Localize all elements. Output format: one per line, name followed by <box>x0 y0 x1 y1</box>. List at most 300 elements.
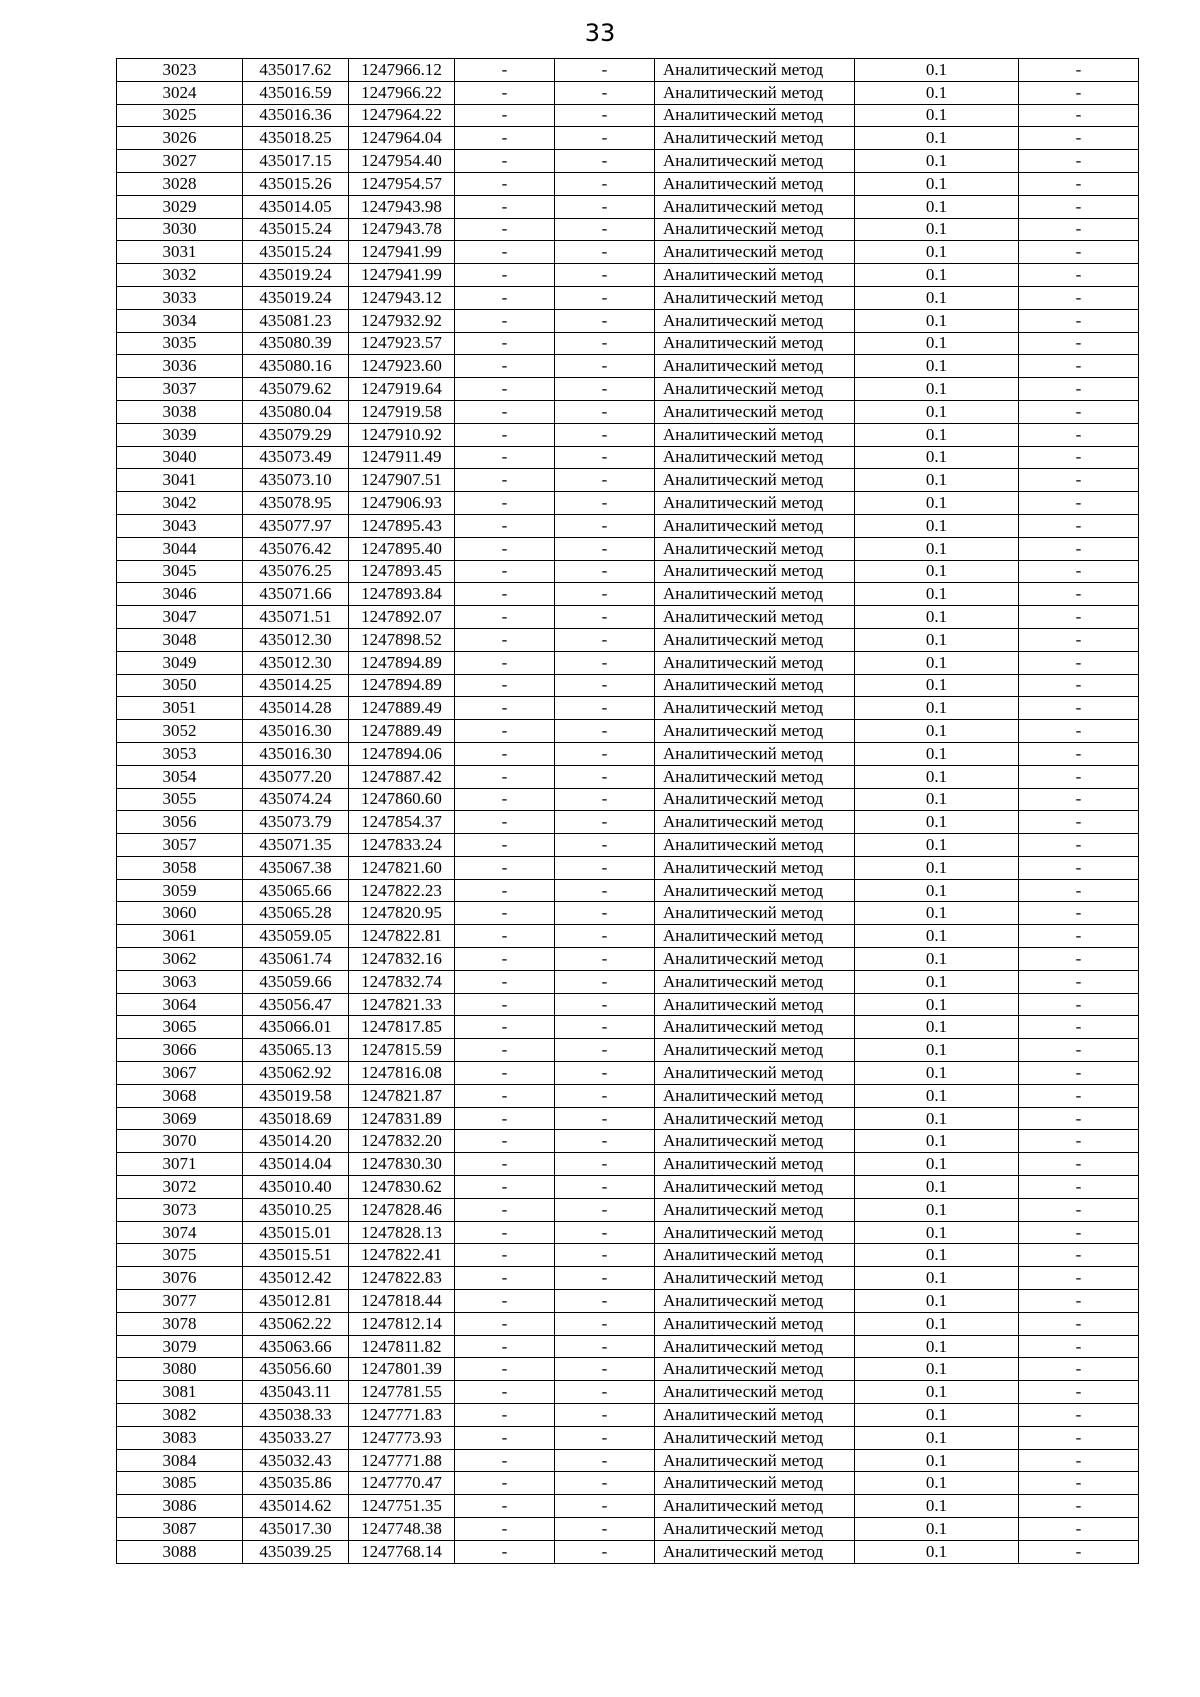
x-coordinate-cell: 435066.01 <box>243 1016 349 1039</box>
y-coordinate-cell: 1247818.44 <box>349 1290 455 1313</box>
table-row <box>117 1267 1139 1290</box>
x-coordinate-cell: 435039.25 <box>243 1540 349 1563</box>
x-coordinate-cell: 435015.26 <box>243 172 349 195</box>
y-coordinate-cell: 1247781.55 <box>349 1381 455 1404</box>
point-number-cell: 3025 <box>117 104 243 127</box>
coordinates-table <box>116 58 1139 1564</box>
point-number-cell: 3030 <box>117 218 243 241</box>
empty-field-cell: - <box>455 514 555 537</box>
empty-field-cell: - <box>455 195 555 218</box>
empty-field-cell: - <box>555 332 655 355</box>
x-coordinate-cell: 435012.30 <box>243 628 349 651</box>
empty-field-cell: - <box>555 1335 655 1358</box>
y-coordinate-cell: 1247832.16 <box>349 948 455 971</box>
empty-field-cell: - <box>455 400 555 423</box>
empty-field-cell: - <box>1019 925 1139 948</box>
table-row <box>117 423 1139 446</box>
x-coordinate-cell: 435014.62 <box>243 1495 349 1518</box>
point-number-cell: 3040 <box>117 446 243 469</box>
empty-field-cell: - <box>555 104 655 127</box>
table-row <box>117 1244 1139 1267</box>
empty-field-cell: - <box>455 127 555 150</box>
empty-field-cell: - <box>455 1495 555 1518</box>
y-coordinate-cell: 1247894.06 <box>349 742 455 765</box>
empty-field-cell: - <box>455 1198 555 1221</box>
x-coordinate-cell: 435065.66 <box>243 879 349 902</box>
table-row <box>117 834 1139 857</box>
x-coordinate-cell: 435038.33 <box>243 1404 349 1427</box>
empty-field-cell: - <box>555 1267 655 1290</box>
x-coordinate-cell: 435059.66 <box>243 970 349 993</box>
error-value-cell: 0.1 <box>855 378 1019 401</box>
empty-field-cell: - <box>1019 1404 1139 1427</box>
x-coordinate-cell: 435076.42 <box>243 537 349 560</box>
table-row <box>117 150 1139 173</box>
method-cell: Аналитический метод <box>655 378 855 401</box>
x-coordinate-cell: 435016.59 <box>243 81 349 104</box>
empty-field-cell: - <box>455 560 555 583</box>
empty-field-cell: - <box>455 104 555 127</box>
empty-field-cell: - <box>1019 286 1139 309</box>
error-value-cell: 0.1 <box>855 1153 1019 1176</box>
x-coordinate-cell: 435010.40 <box>243 1176 349 1199</box>
y-coordinate-cell: 1247941.99 <box>349 241 455 264</box>
point-number-cell: 3088 <box>117 1540 243 1563</box>
empty-field-cell: - <box>1019 1267 1139 1290</box>
empty-field-cell: - <box>555 514 655 537</box>
empty-field-cell: - <box>1019 902 1139 925</box>
point-number-cell: 3039 <box>117 423 243 446</box>
error-value-cell: 0.1 <box>855 1290 1019 1313</box>
x-coordinate-cell: 435014.05 <box>243 195 349 218</box>
empty-field-cell: - <box>455 606 555 629</box>
error-value-cell: 0.1 <box>855 1404 1019 1427</box>
empty-field-cell: - <box>1019 1312 1139 1335</box>
empty-field-cell: - <box>455 1404 555 1427</box>
empty-field-cell: - <box>455 469 555 492</box>
x-coordinate-cell: 435071.51 <box>243 606 349 629</box>
error-value-cell: 0.1 <box>855 1084 1019 1107</box>
empty-field-cell: - <box>1019 1540 1139 1563</box>
error-value-cell: 0.1 <box>855 446 1019 469</box>
empty-field-cell: - <box>555 59 655 82</box>
table-row <box>117 218 1139 241</box>
x-coordinate-cell: 435016.36 <box>243 104 349 127</box>
table-row <box>117 879 1139 902</box>
point-number-cell: 3084 <box>117 1449 243 1472</box>
empty-field-cell: - <box>1019 811 1139 834</box>
point-number-cell: 3073 <box>117 1198 243 1221</box>
y-coordinate-cell: 1247923.57 <box>349 332 455 355</box>
empty-field-cell: - <box>1019 1153 1139 1176</box>
error-value-cell: 0.1 <box>855 1540 1019 1563</box>
empty-field-cell: - <box>1019 59 1139 82</box>
y-coordinate-cell: 1247964.04 <box>349 127 455 150</box>
empty-field-cell: - <box>1019 104 1139 127</box>
point-number-cell: 3034 <box>117 309 243 332</box>
table-row <box>117 1198 1139 1221</box>
method-cell: Аналитический метод <box>655 765 855 788</box>
empty-field-cell: - <box>1019 1449 1139 1472</box>
point-number-cell: 3086 <box>117 1495 243 1518</box>
table-row <box>117 1084 1139 1107</box>
empty-field-cell: - <box>555 834 655 857</box>
table-row <box>117 1130 1139 1153</box>
empty-field-cell: - <box>455 1381 555 1404</box>
empty-field-cell: - <box>455 1472 555 1495</box>
table-row <box>117 446 1139 469</box>
empty-field-cell: - <box>1019 788 1139 811</box>
empty-field-cell: - <box>555 1176 655 1199</box>
empty-field-cell: - <box>1019 674 1139 697</box>
y-coordinate-cell: 1247854.37 <box>349 811 455 834</box>
error-value-cell: 0.1 <box>855 150 1019 173</box>
point-number-cell: 3082 <box>117 1404 243 1427</box>
empty-field-cell: - <box>1019 332 1139 355</box>
error-value-cell: 0.1 <box>855 1312 1019 1335</box>
empty-field-cell: - <box>555 583 655 606</box>
empty-field-cell: - <box>455 1358 555 1381</box>
error-value-cell: 0.1 <box>855 127 1019 150</box>
x-coordinate-cell: 435015.24 <box>243 241 349 264</box>
y-coordinate-cell: 1247812.14 <box>349 1312 455 1335</box>
empty-field-cell: - <box>455 765 555 788</box>
empty-field-cell: - <box>555 492 655 515</box>
method-cell: Аналитический метод <box>655 492 855 515</box>
table-row <box>117 81 1139 104</box>
error-value-cell: 0.1 <box>855 1244 1019 1267</box>
empty-field-cell: - <box>1019 241 1139 264</box>
x-coordinate-cell: 435065.28 <box>243 902 349 925</box>
empty-field-cell: - <box>555 127 655 150</box>
x-coordinate-cell: 435019.24 <box>243 264 349 287</box>
method-cell: Аналитический метод <box>655 355 855 378</box>
method-cell: Аналитический метод <box>655 788 855 811</box>
empty-field-cell: - <box>1019 879 1139 902</box>
error-value-cell: 0.1 <box>855 309 1019 332</box>
empty-field-cell: - <box>1019 1084 1139 1107</box>
method-cell: Аналитический метод <box>655 1107 855 1130</box>
empty-field-cell: - <box>1019 81 1139 104</box>
x-coordinate-cell: 435012.30 <box>243 651 349 674</box>
x-coordinate-cell: 435063.66 <box>243 1335 349 1358</box>
x-coordinate-cell: 435016.30 <box>243 720 349 743</box>
empty-field-cell: - <box>1019 1358 1139 1381</box>
table-row <box>117 332 1139 355</box>
table-row <box>117 241 1139 264</box>
x-coordinate-cell: 435065.13 <box>243 1039 349 1062</box>
error-value-cell: 0.1 <box>855 993 1019 1016</box>
empty-field-cell: - <box>1019 309 1139 332</box>
table-row <box>117 1472 1139 1495</box>
empty-field-cell: - <box>555 788 655 811</box>
method-cell: Аналитический метод <box>655 697 855 720</box>
x-coordinate-cell: 435074.24 <box>243 788 349 811</box>
empty-field-cell: - <box>555 81 655 104</box>
empty-field-cell: - <box>455 241 555 264</box>
method-cell: Аналитический метод <box>655 1540 855 1563</box>
x-coordinate-cell: 435056.60 <box>243 1358 349 1381</box>
empty-field-cell: - <box>555 241 655 264</box>
empty-field-cell: - <box>455 1540 555 1563</box>
point-number-cell: 3023 <box>117 59 243 82</box>
empty-field-cell: - <box>555 720 655 743</box>
point-number-cell: 3050 <box>117 674 243 697</box>
method-cell: Аналитический метод <box>655 104 855 127</box>
method-cell: Аналитический метод <box>655 1062 855 1085</box>
empty-field-cell: - <box>455 1312 555 1335</box>
empty-field-cell: - <box>555 1449 655 1472</box>
empty-field-cell: - <box>555 1198 655 1221</box>
empty-field-cell: - <box>555 150 655 173</box>
method-cell: Аналитический метод <box>655 628 855 651</box>
empty-field-cell: - <box>1019 1176 1139 1199</box>
method-cell: Аналитический метод <box>655 1130 855 1153</box>
method-cell: Аналитический метод <box>655 514 855 537</box>
point-number-cell: 3068 <box>117 1084 243 1107</box>
empty-field-cell: - <box>1019 378 1139 401</box>
error-value-cell: 0.1 <box>855 856 1019 879</box>
table-row <box>117 697 1139 720</box>
empty-field-cell: - <box>555 697 655 720</box>
empty-field-cell: - <box>1019 514 1139 537</box>
empty-field-cell: - <box>455 1084 555 1107</box>
empty-field-cell: - <box>555 970 655 993</box>
y-coordinate-cell: 1247821.33 <box>349 993 455 1016</box>
table-row <box>117 811 1139 834</box>
x-coordinate-cell: 435071.35 <box>243 834 349 857</box>
x-coordinate-cell: 435067.38 <box>243 856 349 879</box>
table-row <box>117 948 1139 971</box>
table-row <box>117 1153 1139 1176</box>
x-coordinate-cell: 435079.62 <box>243 378 349 401</box>
empty-field-cell: - <box>555 400 655 423</box>
empty-field-cell: - <box>1019 423 1139 446</box>
error-value-cell: 0.1 <box>855 788 1019 811</box>
x-coordinate-cell: 435080.39 <box>243 332 349 355</box>
empty-field-cell: - <box>555 446 655 469</box>
empty-field-cell: - <box>1019 1495 1139 1518</box>
empty-field-cell: - <box>455 1130 555 1153</box>
error-value-cell: 0.1 <box>855 834 1019 857</box>
method-cell: Аналитический метод <box>655 1449 855 1472</box>
error-value-cell: 0.1 <box>855 902 1019 925</box>
x-coordinate-cell: 435018.25 <box>243 127 349 150</box>
y-coordinate-cell: 1247892.07 <box>349 606 455 629</box>
method-cell: Аналитический метод <box>655 993 855 1016</box>
method-cell: Аналитический метод <box>655 651 855 674</box>
error-value-cell: 0.1 <box>855 1221 1019 1244</box>
x-coordinate-cell: 435073.79 <box>243 811 349 834</box>
error-value-cell: 0.1 <box>855 1472 1019 1495</box>
y-coordinate-cell: 1247889.49 <box>349 720 455 743</box>
empty-field-cell: - <box>1019 1426 1139 1449</box>
error-value-cell: 0.1 <box>855 628 1019 651</box>
point-number-cell: 3027 <box>117 150 243 173</box>
empty-field-cell: - <box>555 1153 655 1176</box>
table-row <box>117 469 1139 492</box>
empty-field-cell: - <box>455 1426 555 1449</box>
empty-field-cell: - <box>455 1153 555 1176</box>
empty-field-cell: - <box>455 1039 555 1062</box>
empty-field-cell: - <box>455 674 555 697</box>
point-number-cell: 3054 <box>117 765 243 788</box>
method-cell: Аналитический метод <box>655 195 855 218</box>
point-number-cell: 3060 <box>117 902 243 925</box>
empty-field-cell: - <box>1019 765 1139 788</box>
point-number-cell: 3053 <box>117 742 243 765</box>
method-cell: Аналитический метод <box>655 834 855 857</box>
method-cell: Аналитический метод <box>655 1176 855 1199</box>
error-value-cell: 0.1 <box>855 606 1019 629</box>
x-coordinate-cell: 435056.47 <box>243 993 349 1016</box>
point-number-cell: 3071 <box>117 1153 243 1176</box>
method-cell: Аналитический метод <box>655 879 855 902</box>
table-row <box>117 264 1139 287</box>
empty-field-cell: - <box>455 1335 555 1358</box>
method-cell: Аналитический метод <box>655 286 855 309</box>
error-value-cell: 0.1 <box>855 1062 1019 1085</box>
point-number-cell: 3058 <box>117 856 243 879</box>
y-coordinate-cell: 1247748.38 <box>349 1518 455 1541</box>
error-value-cell: 0.1 <box>855 537 1019 560</box>
empty-field-cell: - <box>1019 1244 1139 1267</box>
empty-field-cell: - <box>455 1176 555 1199</box>
empty-field-cell: - <box>455 309 555 332</box>
y-coordinate-cell: 1247822.81 <box>349 925 455 948</box>
point-number-cell: 3087 <box>117 1518 243 1541</box>
table-row <box>117 1381 1139 1404</box>
empty-field-cell: - <box>455 720 555 743</box>
y-coordinate-cell: 1247771.83 <box>349 1404 455 1427</box>
y-coordinate-cell: 1247821.87 <box>349 1084 455 1107</box>
y-coordinate-cell: 1247817.85 <box>349 1016 455 1039</box>
empty-field-cell: - <box>455 1267 555 1290</box>
x-coordinate-cell: 435017.15 <box>243 150 349 173</box>
x-coordinate-cell: 435015.51 <box>243 1244 349 1267</box>
point-number-cell: 3069 <box>117 1107 243 1130</box>
error-value-cell: 0.1 <box>855 1130 1019 1153</box>
table-row <box>117 970 1139 993</box>
table-row <box>117 172 1139 195</box>
empty-field-cell: - <box>1019 948 1139 971</box>
method-cell: Аналитический метод <box>655 925 855 948</box>
error-value-cell: 0.1 <box>855 1107 1019 1130</box>
error-value-cell: 0.1 <box>855 218 1019 241</box>
empty-field-cell: - <box>455 993 555 1016</box>
point-number-cell: 3052 <box>117 720 243 743</box>
method-cell: Аналитический метод <box>655 1358 855 1381</box>
table-row <box>117 1107 1139 1130</box>
error-value-cell: 0.1 <box>855 1198 1019 1221</box>
table-row <box>117 765 1139 788</box>
empty-field-cell: - <box>555 309 655 332</box>
point-number-cell: 3038 <box>117 400 243 423</box>
point-number-cell: 3077 <box>117 1290 243 1313</box>
method-cell: Аналитический метод <box>655 469 855 492</box>
empty-field-cell: - <box>1019 537 1139 560</box>
empty-field-cell: - <box>455 218 555 241</box>
empty-field-cell: - <box>1019 127 1139 150</box>
table-row <box>117 1518 1139 1541</box>
empty-field-cell: - <box>1019 1335 1139 1358</box>
empty-field-cell: - <box>1019 218 1139 241</box>
empty-field-cell: - <box>455 492 555 515</box>
empty-field-cell: - <box>1019 1290 1139 1313</box>
empty-field-cell: - <box>555 993 655 1016</box>
table-row <box>117 651 1139 674</box>
x-coordinate-cell: 435076.25 <box>243 560 349 583</box>
point-number-cell: 3049 <box>117 651 243 674</box>
empty-field-cell: - <box>1019 628 1139 651</box>
y-coordinate-cell: 1247941.99 <box>349 264 455 287</box>
empty-field-cell: - <box>455 172 555 195</box>
y-coordinate-cell: 1247893.84 <box>349 583 455 606</box>
point-number-cell: 3024 <box>117 81 243 104</box>
empty-field-cell: - <box>555 742 655 765</box>
x-coordinate-cell: 435033.27 <box>243 1426 349 1449</box>
empty-field-cell: - <box>455 150 555 173</box>
method-cell: Аналитический метод <box>655 811 855 834</box>
y-coordinate-cell: 1247833.24 <box>349 834 455 857</box>
error-value-cell: 0.1 <box>855 1039 1019 1062</box>
point-number-cell: 3070 <box>117 1130 243 1153</box>
point-number-cell: 3045 <box>117 560 243 583</box>
empty-field-cell: - <box>555 286 655 309</box>
empty-field-cell: - <box>455 970 555 993</box>
point-number-cell: 3067 <box>117 1062 243 1085</box>
method-cell: Аналитический метод <box>655 742 855 765</box>
point-number-cell: 3059 <box>117 879 243 902</box>
x-coordinate-cell: 435062.22 <box>243 1312 349 1335</box>
error-value-cell: 0.1 <box>855 423 1019 446</box>
error-value-cell: 0.1 <box>855 104 1019 127</box>
error-value-cell: 0.1 <box>855 1518 1019 1541</box>
table-row <box>117 59 1139 82</box>
empty-field-cell: - <box>455 81 555 104</box>
empty-field-cell: - <box>1019 720 1139 743</box>
y-coordinate-cell: 1247932.92 <box>349 309 455 332</box>
table-row <box>117 104 1139 127</box>
point-number-cell: 3063 <box>117 970 243 993</box>
table-row <box>117 400 1139 423</box>
method-cell: Аналитический метод <box>655 856 855 879</box>
y-coordinate-cell: 1247830.62 <box>349 1176 455 1199</box>
empty-field-cell: - <box>455 628 555 651</box>
empty-field-cell: - <box>1019 1221 1139 1244</box>
table-row <box>117 492 1139 515</box>
point-number-cell: 3065 <box>117 1016 243 1039</box>
table-row <box>117 583 1139 606</box>
x-coordinate-cell: 435077.20 <box>243 765 349 788</box>
y-coordinate-cell: 1247894.89 <box>349 651 455 674</box>
point-number-cell: 3056 <box>117 811 243 834</box>
y-coordinate-cell: 1247954.40 <box>349 150 455 173</box>
empty-field-cell: - <box>1019 583 1139 606</box>
empty-field-cell: - <box>1019 446 1139 469</box>
empty-field-cell: - <box>555 423 655 446</box>
y-coordinate-cell: 1247768.14 <box>349 1540 455 1563</box>
error-value-cell: 0.1 <box>855 195 1019 218</box>
y-coordinate-cell: 1247822.41 <box>349 1244 455 1267</box>
point-number-cell: 3033 <box>117 286 243 309</box>
point-number-cell: 3061 <box>117 925 243 948</box>
y-coordinate-cell: 1247821.60 <box>349 856 455 879</box>
method-cell: Аналитический метод <box>655 150 855 173</box>
x-coordinate-cell: 435015.01 <box>243 1221 349 1244</box>
empty-field-cell: - <box>1019 856 1139 879</box>
y-coordinate-cell: 1247831.89 <box>349 1107 455 1130</box>
